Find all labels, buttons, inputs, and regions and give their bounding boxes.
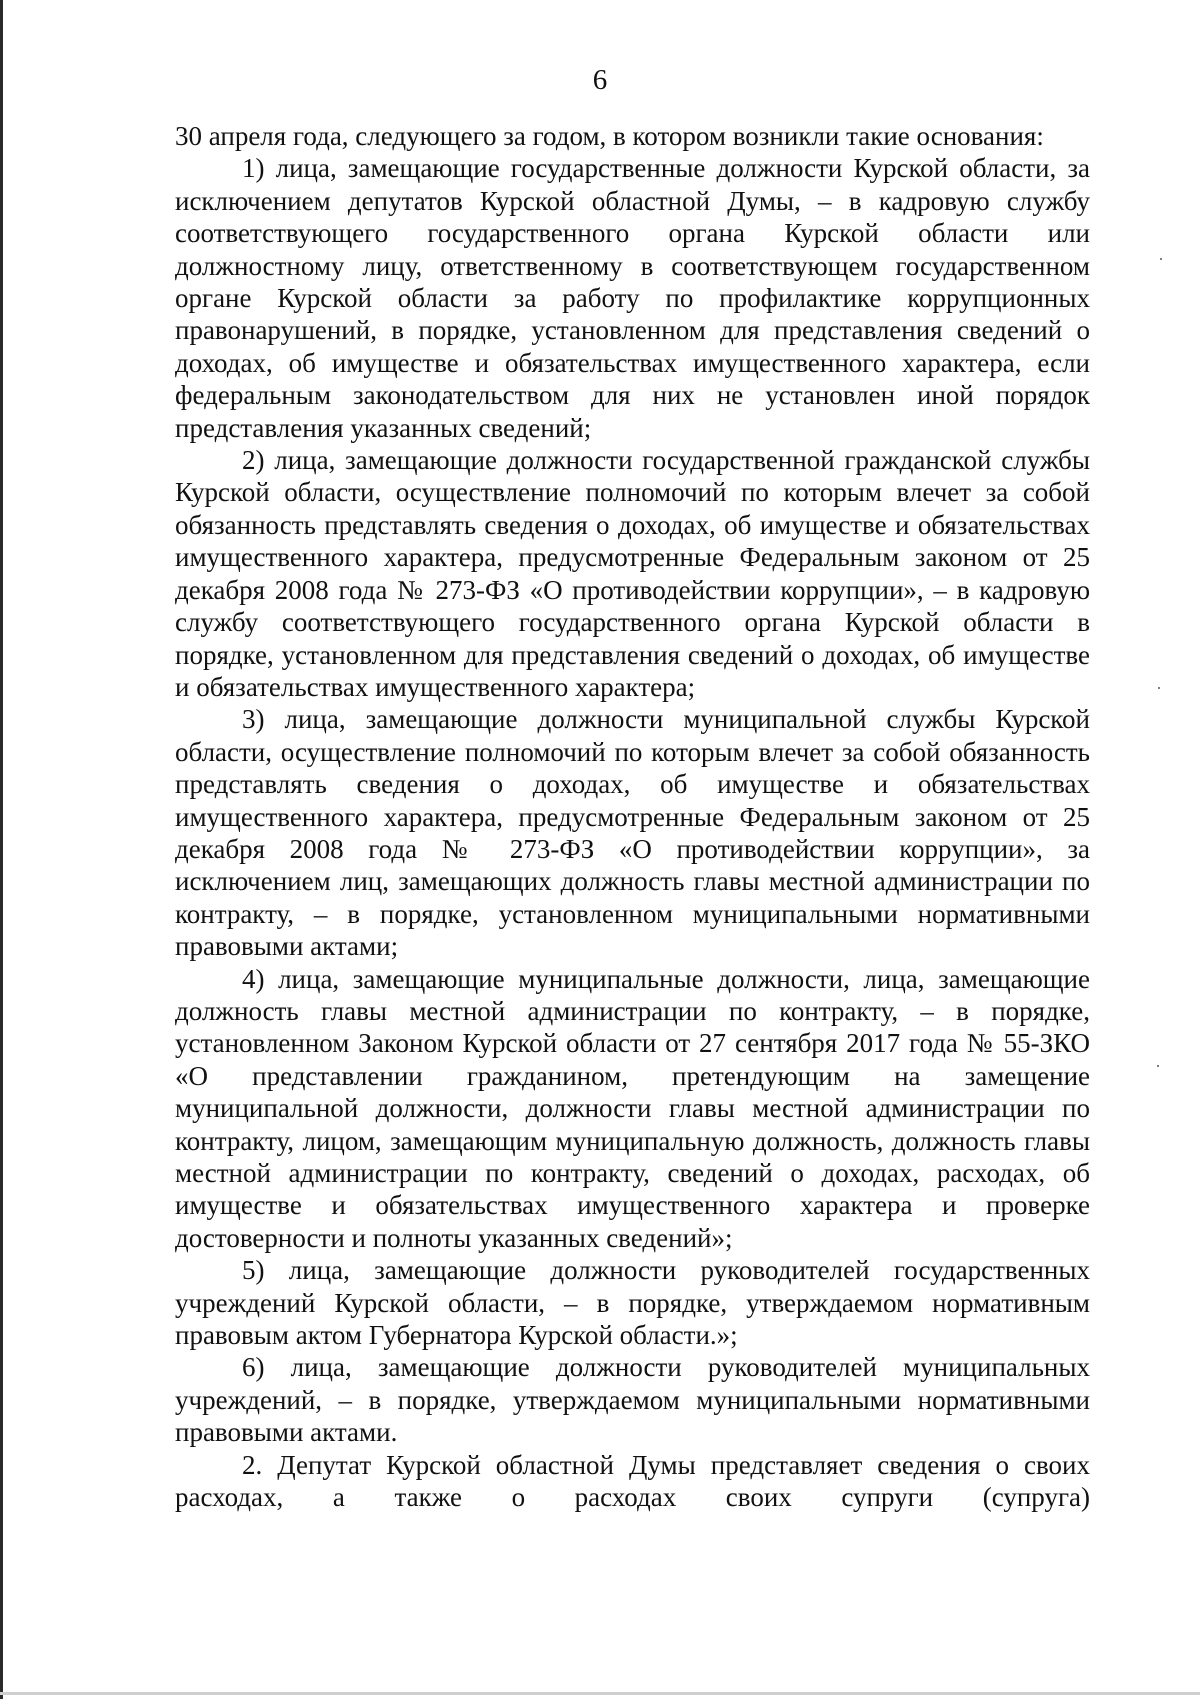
paragraph-item-1: 1) лица, замещающие государственные должности Курской области, за исключением депутатов Курской областной Думы, – в кадровую службу соответствующего государственного органа Курской области или должностному лицу, ответственному в соответствующем государственном органе Курской области за работу по профилактике коррупционных правонарушений, в порядке, установленном для представления сведений о доходах, об имуществе и обязательствах имущественного характера, если федеральным законодательством для них не установлен иной порядок представления указанных сведений; — [175, 153, 1090, 443]
paragraph-continuation: 30 апреля года, следующего за годом, в котором возникли такие основания: — [175, 121, 1044, 151]
paragraph-section-2: 2. Депутат Курской областной Думы представляет сведения о своих расходах, а также о расходах своих супруги (супруга) — [175, 1449, 1090, 1513]
paragraph-item-5: 5) лица, замещающие должности руководителей государственных учреждений Курской области, – в порядке, утверждаемом нормативным правовым актом Губернатора Курской области.»; — [175, 1255, 1090, 1351]
scan-edge-left — [0, 0, 3, 1699]
page-number: 6 — [592, 64, 608, 96]
scan-edge-bottom — [0, 1692, 1200, 1695]
scan-speck — [1158, 687, 1160, 689]
paragraph-item-2: 2) лица, замещающие должности государственной гражданской службы Курской области, осуществление полномочий по которым влечет за собой обязанность представлять сведения о доходах, об имуществе и обязательствах имущественного характера, предусмотренные Федеральным законом от 25 декабря 2008 года № 273-ФЗ «О противодействии коррупции», – в кадровую службу соответствующего государственного органа Курской области в порядке, установленном для представления сведений о доходах, об имуществе и обязательствах имущественного характера; — [175, 445, 1090, 702]
paragraph-item-3: 3) лица, замещающие должности муниципальной службы Курской области, осуществление полномочий по которым влечет за собой обязанность представлять сведения о доходах, об имуществе и обязательствах имущественного характера, предусмотренные Федеральным законом от 25 декабря 2008 года № 273-ФЗ «О противодействии коррупции», за исключением лиц, замещающих должность главы местной администрации по контракту, – в порядке, установленном муниципальными нормативными правовыми актами; — [175, 704, 1090, 962]
paragraph-item-4: 4) лица, замещающие муниципальные должности, лица, замещающие должность главы местной администрации по контракту, – в порядке, установленном Законом Курской области от 27 сентября 2017 года № 55-ЗКО «О представлении гражданином, претендующим на замещение муниципальной должности, должности главы местной администрации по контракту, лицом, замещающим муниципальную должность, должность главы местной администрации по контракту, сведений о доходах, расходах, об имуществе и обязательствах имущественного характера и проверке достоверности и полноты указанных сведений»; — [175, 963, 1090, 1253]
document-body — [175, 120, 1090, 1513]
paragraph-item-6: 6) лица, замещающие должности руководителей муниципальных учреждений, – в порядке, утверждаемом муниципальными нормативными правовыми актами. — [175, 1352, 1090, 1448]
scan-speck — [1160, 258, 1162, 260]
scan-speck — [1157, 1065, 1159, 1067]
